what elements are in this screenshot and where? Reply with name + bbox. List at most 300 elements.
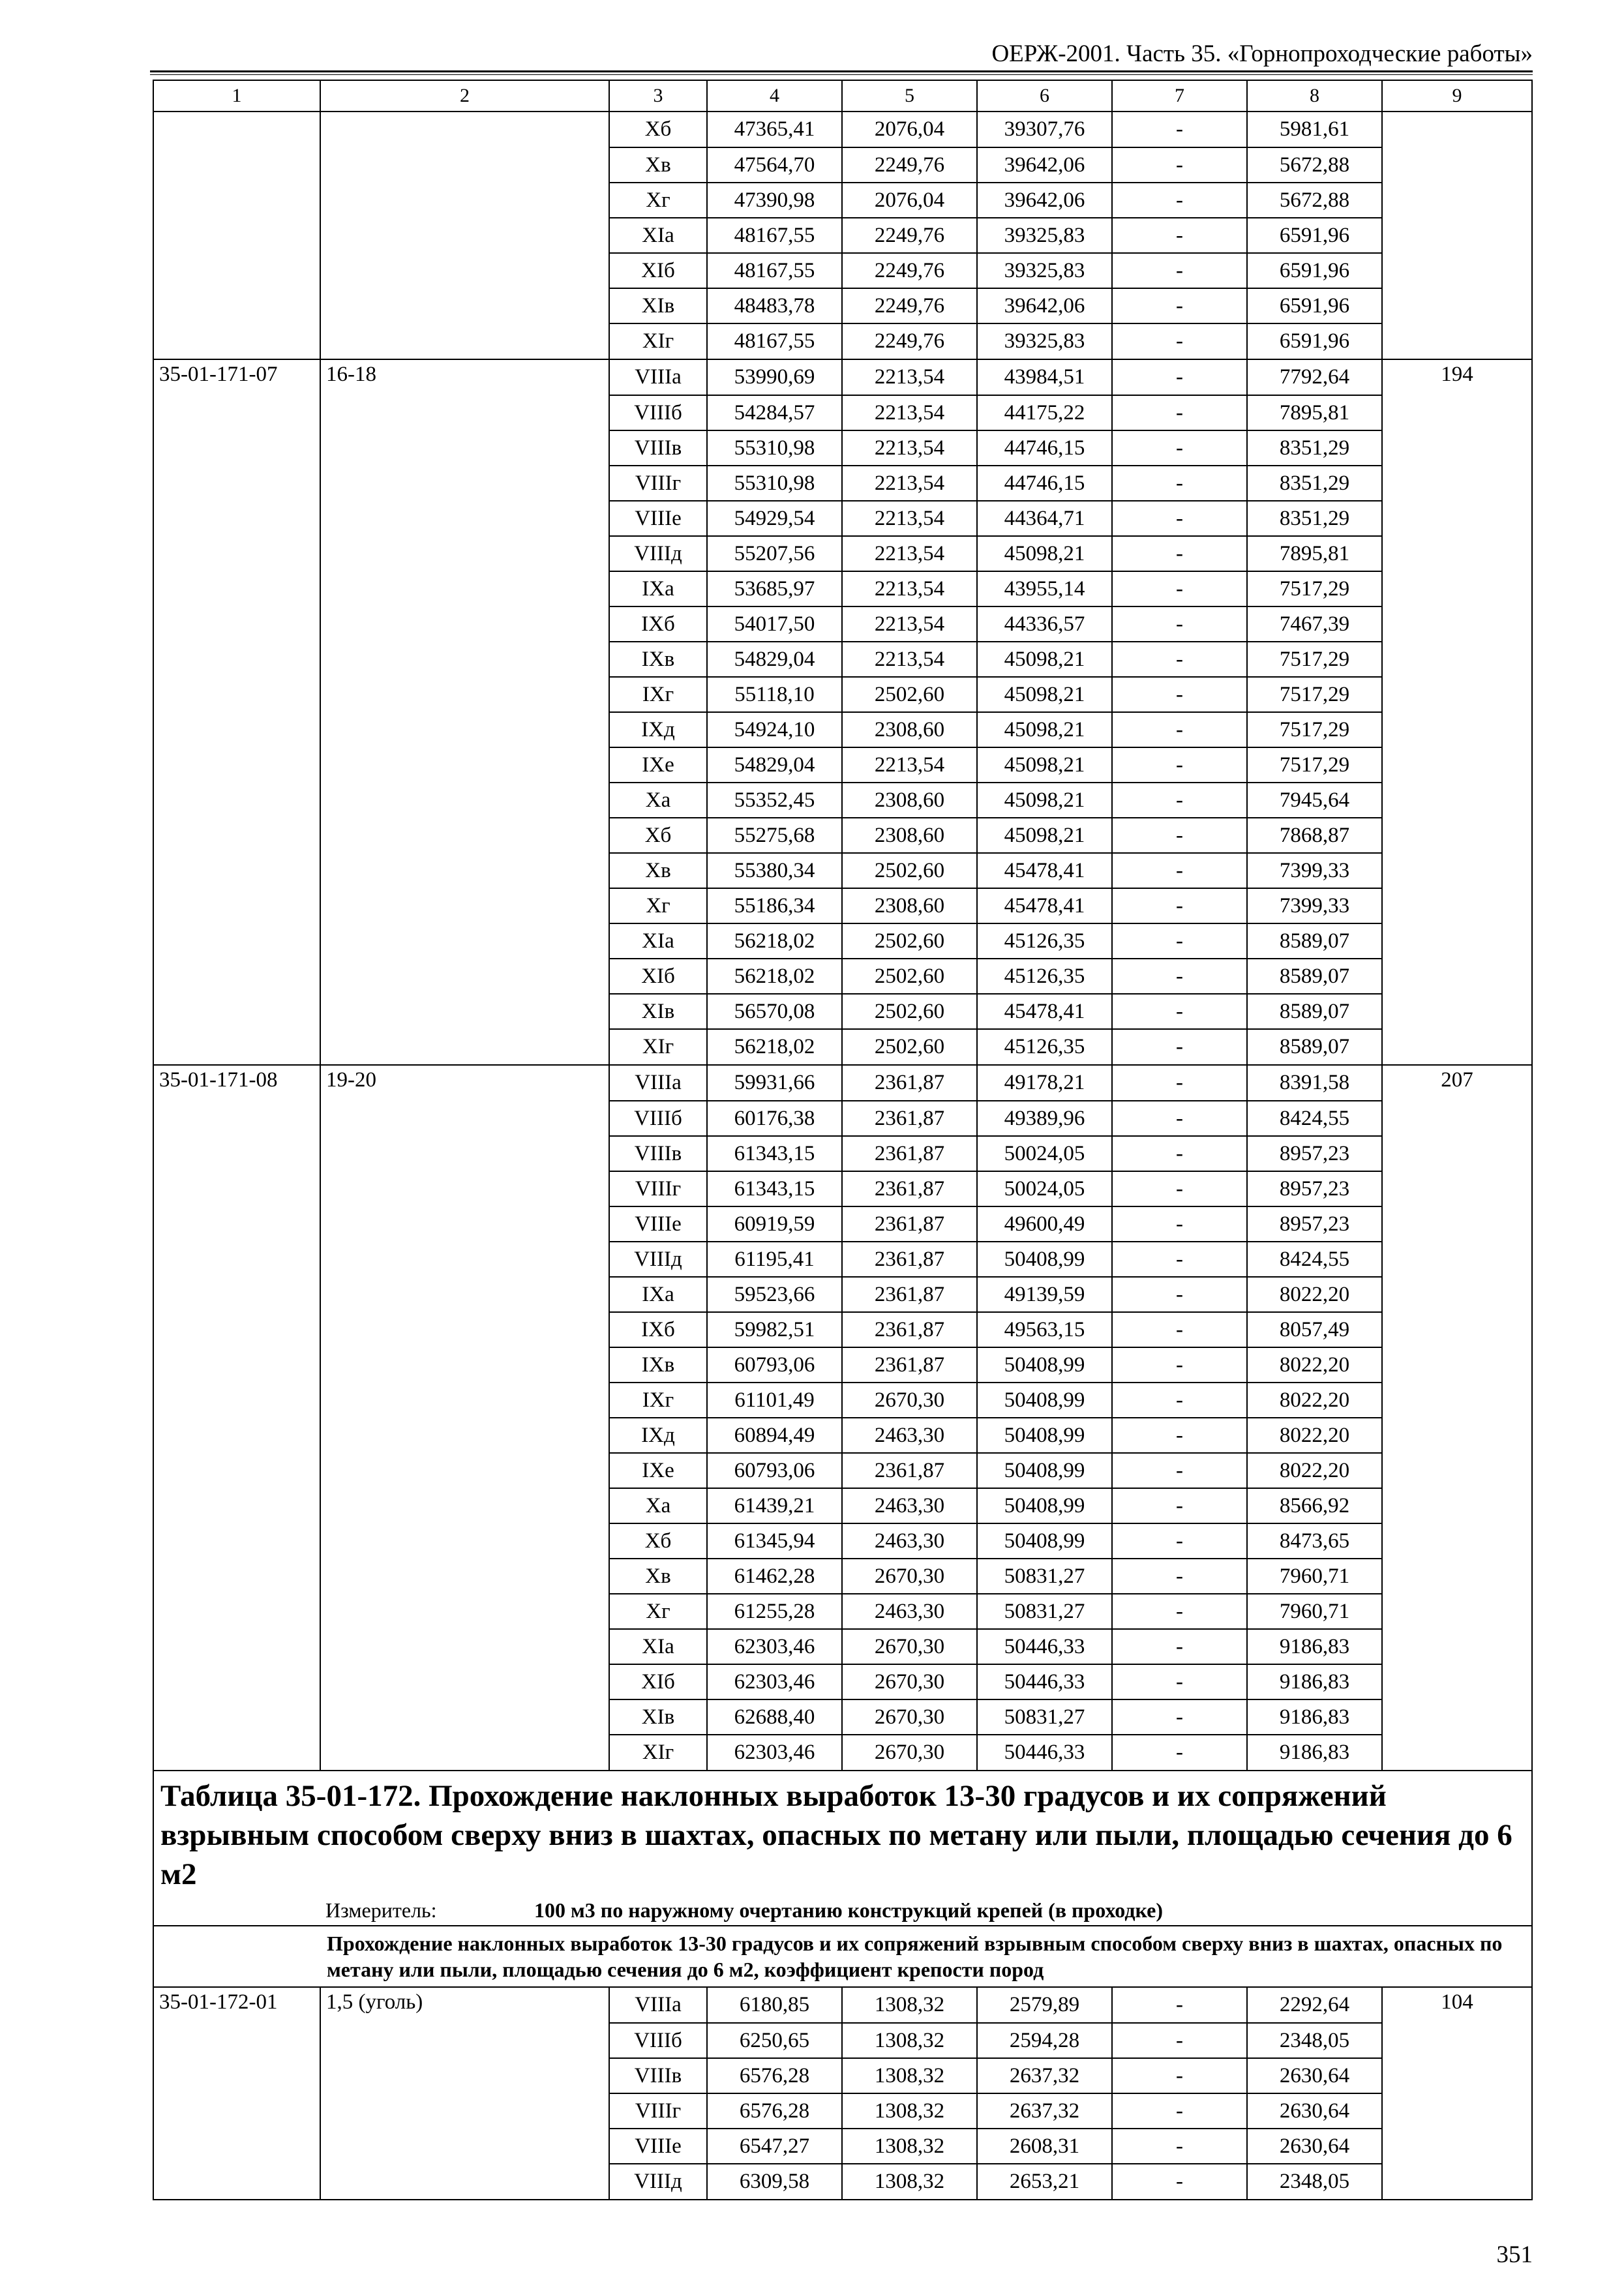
table-cell: 55380,34	[707, 853, 842, 888]
labor-value	[1382, 1629, 1532, 1664]
table-cell: Xб	[609, 1523, 707, 1559]
table-cell: XIг	[609, 1029, 707, 1065]
table-cell: 45478,41	[977, 888, 1112, 923]
table-cell: 50408,99	[977, 1523, 1112, 1559]
table-row	[153, 888, 1532, 923]
table-cell: 6180,85	[707, 1987, 842, 2023]
thickness	[320, 1594, 609, 1629]
meter-row	[153, 1896, 1532, 1926]
table-row	[153, 466, 1532, 501]
rate-code	[153, 2129, 320, 2164]
table-cell: 2213,54	[842, 571, 977, 606]
table-cell: 45098,21	[977, 818, 1112, 853]
table-cell: 2594,28	[977, 2023, 1112, 2058]
table-cell: -	[1112, 1101, 1247, 1136]
labor-value	[1382, 395, 1532, 430]
table-cell: -	[1112, 2129, 1247, 2164]
labor-value	[1382, 1171, 1532, 1206]
rate-code	[153, 1629, 320, 1664]
table-cell: 2361,87	[842, 1347, 977, 1383]
table-cell: -	[1112, 1488, 1247, 1523]
rate-code	[153, 1383, 320, 1418]
table-cell: VIIIв	[609, 2058, 707, 2093]
table-title-row	[153, 1771, 1532, 1896]
thickness	[320, 430, 609, 466]
thickness	[320, 112, 609, 147]
table-cell: 61462,28	[707, 1559, 842, 1594]
table-cell: 59931,66	[707, 1065, 842, 1101]
table-cell: 49139,59	[977, 1277, 1112, 1312]
table-cell: 8566,92	[1247, 1488, 1382, 1523]
table-cell: 8424,55	[1247, 1242, 1382, 1277]
thickness	[320, 183, 609, 218]
labor-value	[1382, 1347, 1532, 1383]
table-row	[153, 712, 1532, 747]
table-cell: 50408,99	[977, 1242, 1112, 1277]
table-cell: 55310,98	[707, 430, 842, 466]
table-cell: 60793,06	[707, 1347, 842, 1383]
table-cell: XIб	[609, 959, 707, 994]
table-cell: 8022,20	[1247, 1453, 1382, 1488]
table-cell: 2608,31	[977, 2129, 1112, 2164]
rate-code	[153, 1101, 320, 1136]
rate-code	[153, 1523, 320, 1559]
table-cell: 45098,21	[977, 642, 1112, 677]
table-cell: -	[1112, 218, 1247, 253]
table-cell: 6591,96	[1247, 323, 1382, 359]
table-cell: -	[1112, 359, 1247, 395]
table-cell: 56218,02	[707, 959, 842, 994]
table-cell: 7517,29	[1247, 642, 1382, 677]
labor-value	[1382, 1242, 1532, 1277]
table-cell: 2308,60	[842, 783, 977, 818]
table-cell: -	[1112, 501, 1247, 536]
table-cell: 56218,02	[707, 923, 842, 959]
table-row	[153, 288, 1532, 323]
table-row	[153, 430, 1532, 466]
table-cell: 2348,05	[1247, 2023, 1382, 2058]
table-cell: 8022,20	[1247, 1418, 1382, 1453]
table-cell: 2502,60	[842, 994, 977, 1029]
table-cell: IXа	[609, 1277, 707, 1312]
table-cell: 2249,76	[842, 288, 977, 323]
table-row	[153, 1418, 1532, 1453]
table-cell: XIа	[609, 218, 707, 253]
table-cell: 6576,28	[707, 2093, 842, 2129]
table-cell: 48483,78	[707, 288, 842, 323]
table-cell: 59982,51	[707, 1312, 842, 1347]
table-cell: 55275,68	[707, 818, 842, 853]
table-cell: -	[1112, 1987, 1247, 2023]
labor-value	[1382, 923, 1532, 959]
table-cell: 2213,54	[842, 466, 977, 501]
table-cell: 2213,54	[842, 501, 977, 536]
thickness	[320, 783, 609, 818]
table-cell: 55207,56	[707, 536, 842, 571]
table-cell: 39325,83	[977, 253, 1112, 288]
table-cell: IXг	[609, 677, 707, 712]
table-cell: 6591,96	[1247, 253, 1382, 288]
table-cell: -	[1112, 323, 1247, 359]
table-cell: -	[1112, 395, 1247, 430]
table-cell: 50408,99	[977, 1488, 1112, 1523]
thickness	[320, 1664, 609, 1699]
column-number: 1	[153, 80, 320, 112]
thickness	[320, 712, 609, 747]
table-cell: 5672,88	[1247, 183, 1382, 218]
thickness	[320, 994, 609, 1029]
table-cell: 45126,35	[977, 959, 1112, 994]
table-cell: VIIIб	[609, 395, 707, 430]
labor-value: 207	[1382, 1065, 1532, 1101]
thickness	[320, 2023, 609, 2058]
table-cell: 48167,55	[707, 218, 842, 253]
rate-code	[153, 888, 320, 923]
table-cell: Xб	[609, 112, 707, 147]
table-cell: 2670,30	[842, 1559, 977, 1594]
rate-code	[153, 395, 320, 430]
labor-value	[1382, 253, 1532, 288]
rate-code	[153, 1277, 320, 1312]
labor-value	[1382, 818, 1532, 853]
labor-value	[1382, 747, 1532, 783]
meter-value: 100 м3 по наружному очертанию конструкций крепей (в проходке)	[534, 1898, 1164, 1922]
rate-code	[153, 853, 320, 888]
table-cell: 9186,83	[1247, 1735, 1382, 1771]
table-cell: 54829,04	[707, 747, 842, 783]
labor-value	[1382, 536, 1532, 571]
labor-value	[1382, 2129, 1532, 2164]
table-cell: 2076,04	[842, 183, 977, 218]
table-cell: 49600,49	[977, 1206, 1112, 1242]
thickness	[320, 959, 609, 994]
table-cell: -	[1112, 959, 1247, 994]
rate-code	[153, 1206, 320, 1242]
table-cell: -	[1112, 2058, 1247, 2093]
table-cell: 8473,65	[1247, 1523, 1382, 1559]
table-cell: VIIIб	[609, 2023, 707, 2058]
table-row	[153, 1242, 1532, 1277]
table-row	[153, 253, 1532, 288]
table-row	[153, 1735, 1532, 1771]
table-row	[153, 1347, 1532, 1383]
thickness	[320, 818, 609, 853]
labor-value	[1382, 1206, 1532, 1242]
header-rule	[150, 70, 1533, 72]
table-cell: 59523,66	[707, 1277, 842, 1312]
table-cell: 61345,94	[707, 1523, 842, 1559]
table-cell: 2213,54	[842, 606, 977, 642]
table-cell: 6591,96	[1247, 218, 1382, 253]
thickness	[320, 1029, 609, 1065]
table-row	[153, 1629, 1532, 1664]
table-row	[153, 1065, 1532, 1101]
labor-value: 194	[1382, 359, 1532, 395]
table-cell: 8589,07	[1247, 923, 1382, 959]
table-cell: 39325,83	[977, 323, 1112, 359]
table-cell: 8957,23	[1247, 1171, 1382, 1206]
table-row	[153, 2129, 1532, 2164]
table-cell: 1308,32	[842, 2093, 977, 2129]
table-cell: Xг	[609, 888, 707, 923]
rate-code	[153, 1136, 320, 1171]
table-cell: VIIIв	[609, 430, 707, 466]
table-cell: 2249,76	[842, 253, 977, 288]
table-cell: 2213,54	[842, 536, 977, 571]
table-cell: 8957,23	[1247, 1136, 1382, 1171]
table-cell: -	[1112, 642, 1247, 677]
table-cell: 62303,46	[707, 1664, 842, 1699]
table-cell: -	[1112, 112, 1247, 147]
table-cell: 44746,15	[977, 430, 1112, 466]
table-cell: -	[1112, 1594, 1247, 1629]
table-cell: 61343,15	[707, 1171, 842, 1206]
rate-code	[153, 2093, 320, 2129]
table-cell: 8022,20	[1247, 1383, 1382, 1418]
table-cell: 8589,07	[1247, 959, 1382, 994]
table-cell: 2292,64	[1247, 1987, 1382, 2023]
table-cell: 6547,27	[707, 2129, 842, 2164]
column-number: 7	[1112, 80, 1247, 112]
thickness	[320, 571, 609, 606]
table-cell: 50024,05	[977, 1171, 1112, 1206]
table-cell: 2579,89	[977, 1987, 1112, 2023]
table-cell: -	[1112, 783, 1247, 818]
table-cell: 45126,35	[977, 923, 1112, 959]
table-cell: 49389,96	[977, 1101, 1112, 1136]
table-cell: 7517,29	[1247, 747, 1382, 783]
table-row	[153, 747, 1532, 783]
rate-code	[153, 1699, 320, 1735]
table-cell: 50408,99	[977, 1383, 1112, 1418]
table-cell: 7960,71	[1247, 1559, 1382, 1594]
table-row	[153, 1136, 1532, 1171]
column-number: 9	[1382, 80, 1532, 112]
table-cell: VIIIг	[609, 1171, 707, 1206]
table-cell: 7517,29	[1247, 712, 1382, 747]
table-cell: 6250,65	[707, 2023, 842, 2058]
table-cell: 9186,83	[1247, 1629, 1382, 1664]
table-cell: -	[1112, 1171, 1247, 1206]
table-row	[153, 1488, 1532, 1523]
table-cell: -	[1112, 2023, 1247, 2058]
table-row	[153, 818, 1532, 853]
rate-code: 35-01-171-07	[153, 359, 320, 395]
table-cell: 6309,58	[707, 2164, 842, 2200]
rate-code	[153, 747, 320, 783]
table-row	[153, 1453, 1532, 1488]
table-cell: 50408,99	[977, 1347, 1112, 1383]
table-cell: XIв	[609, 1699, 707, 1735]
table-cell: 2502,60	[842, 1029, 977, 1065]
rate-code	[153, 1029, 320, 1065]
table-cell: 2670,30	[842, 1383, 977, 1418]
table-cell: IXе	[609, 1453, 707, 1488]
table-cell: -	[1112, 677, 1247, 712]
table-cell: 55118,10	[707, 677, 842, 712]
table-cell: XIа	[609, 923, 707, 959]
description-row	[153, 1926, 1532, 1987]
rate-code	[153, 642, 320, 677]
rate-code	[153, 183, 320, 218]
column-number: 2	[320, 80, 609, 112]
table-cell: 50446,33	[977, 1629, 1112, 1664]
table-cell: VIIIб	[609, 1101, 707, 1136]
work-description: Прохождение наклонных выработок 13-30 градусов и их сопряжений взрывным способом сверху вниз в шахтах, опасных по метану или пыли, площадью сечения до 6 м2, коэффициент крепости пород	[320, 1926, 1532, 1987]
labor-value	[1382, 959, 1532, 994]
table-row	[153, 1699, 1532, 1735]
table-cell: 50408,99	[977, 1418, 1112, 1453]
rate-code	[153, 959, 320, 994]
table-cell: 8351,29	[1247, 501, 1382, 536]
table-cell: -	[1112, 2164, 1247, 2200]
table-cell: 2361,87	[842, 1312, 977, 1347]
table-cell: 1308,32	[842, 2129, 977, 2164]
table-cell: VIIIв	[609, 1136, 707, 1171]
table-cell: 50831,27	[977, 1699, 1112, 1735]
table-cell: 6591,96	[1247, 288, 1382, 323]
table-cell: VIIIе	[609, 1206, 707, 1242]
table-cell: 50831,27	[977, 1559, 1112, 1594]
table-cell: 2630,64	[1247, 2129, 1382, 2164]
thickness	[320, 1523, 609, 1559]
table-cell: 45126,35	[977, 1029, 1112, 1065]
header-rule-thin	[150, 74, 1533, 75]
table-cell: 8351,29	[1247, 430, 1382, 466]
rate-code	[153, 1347, 320, 1383]
table-cell: 45098,21	[977, 747, 1112, 783]
table-cell: -	[1112, 1065, 1247, 1101]
table-cell: 2213,54	[842, 747, 977, 783]
table-cell: 50446,33	[977, 1735, 1112, 1771]
thickness	[320, 1242, 609, 1277]
table-cell: Xг	[609, 183, 707, 218]
rate-code	[153, 323, 320, 359]
rate-code	[153, 1242, 320, 1277]
rate-code	[153, 2164, 320, 2200]
labor-value	[1382, 183, 1532, 218]
table-cell: 6576,28	[707, 2058, 842, 2093]
labor-value	[1382, 994, 1532, 1029]
labor-value	[1382, 147, 1532, 183]
table-cell: -	[1112, 288, 1247, 323]
thickness	[320, 1312, 609, 1347]
table-row	[153, 1101, 1532, 1136]
table-cell: -	[1112, 818, 1247, 853]
labor-value	[1382, 1312, 1532, 1347]
table-cell: Xв	[609, 1559, 707, 1594]
table-cell: VIIIг	[609, 2093, 707, 2129]
table-cell: 45098,21	[977, 536, 1112, 571]
table-cell: 8589,07	[1247, 1029, 1382, 1065]
table-cell: IXв	[609, 1347, 707, 1383]
table-cell: 7792,64	[1247, 359, 1382, 395]
table-cell: 48167,55	[707, 323, 842, 359]
table-cell: 9186,83	[1247, 1664, 1382, 1699]
table-cell: 2361,87	[842, 1453, 977, 1488]
table-cell: VIIIа	[609, 1065, 707, 1101]
table-cell: VIIIг	[609, 466, 707, 501]
labor-value	[1382, 1383, 1532, 1418]
table-cell: IXг	[609, 1383, 707, 1418]
table-cell: VIIIд	[609, 2164, 707, 2200]
table-row	[153, 501, 1532, 536]
table-cell: 2213,54	[842, 642, 977, 677]
thickness	[320, 1699, 609, 1735]
table-cell: -	[1112, 853, 1247, 888]
table-cell: -	[1112, 253, 1247, 288]
table-row	[153, 218, 1532, 253]
rate-code	[153, 818, 320, 853]
labor-value	[1382, 323, 1532, 359]
table-cell: VIIIа	[609, 1987, 707, 2023]
table-cell: 53685,97	[707, 571, 842, 606]
table-row	[153, 395, 1532, 430]
thickness: 19-20	[320, 1065, 609, 1101]
table-cell: 55352,45	[707, 783, 842, 818]
table-cell: 2361,87	[842, 1206, 977, 1242]
table-cell: 62688,40	[707, 1699, 842, 1735]
table-cell: 47390,98	[707, 183, 842, 218]
table-cell: 1308,32	[842, 2058, 977, 2093]
table-cell: 2670,30	[842, 1629, 977, 1664]
thickness	[320, 1418, 609, 1453]
table-cell: 50024,05	[977, 1136, 1112, 1171]
labor-value: 104	[1382, 1987, 1532, 2023]
table-cell: 61255,28	[707, 1594, 842, 1629]
table-cell: 47365,41	[707, 112, 842, 147]
table-cell: 50408,99	[977, 1453, 1112, 1488]
table-row	[153, 1383, 1532, 1418]
table-row	[153, 2058, 1532, 2093]
table-cell: 60176,38	[707, 1101, 842, 1136]
table-cell: -	[1112, 466, 1247, 501]
table-cell: 7945,64	[1247, 783, 1382, 818]
thickness	[320, 536, 609, 571]
labor-value	[1382, 1523, 1532, 1559]
rate-code	[153, 712, 320, 747]
table-cell: -	[1112, 1383, 1247, 1418]
labor-value	[1382, 1136, 1532, 1171]
thickness	[320, 2164, 609, 2200]
table-cell: Xб	[609, 818, 707, 853]
table-cell: 2502,60	[842, 959, 977, 994]
table-cell: -	[1112, 994, 1247, 1029]
table-cell: 2502,60	[842, 923, 977, 959]
thickness	[320, 1453, 609, 1488]
table-row	[153, 112, 1532, 147]
labor-value	[1382, 1488, 1532, 1523]
description-spacer	[153, 1926, 320, 1987]
column-number-row	[153, 80, 1532, 112]
table-cell: 8022,20	[1247, 1347, 1382, 1383]
thickness	[320, 1136, 609, 1171]
table-cell: 44746,15	[977, 466, 1112, 501]
labor-value	[1382, 288, 1532, 323]
table-cell: 60894,49	[707, 1418, 842, 1453]
thickness	[320, 147, 609, 183]
table-cell: 2502,60	[842, 677, 977, 712]
meter-spacer	[153, 1896, 320, 1926]
table-cell: 2213,54	[842, 395, 977, 430]
table-cell: -	[1112, 712, 1247, 747]
table-cell: -	[1112, 1312, 1247, 1347]
table-cell: -	[1112, 430, 1247, 466]
thickness: 1,5 (уголь)	[320, 1987, 609, 2023]
table-row	[153, 1171, 1532, 1206]
column-number: 4	[707, 80, 842, 112]
table-cell: XIв	[609, 288, 707, 323]
